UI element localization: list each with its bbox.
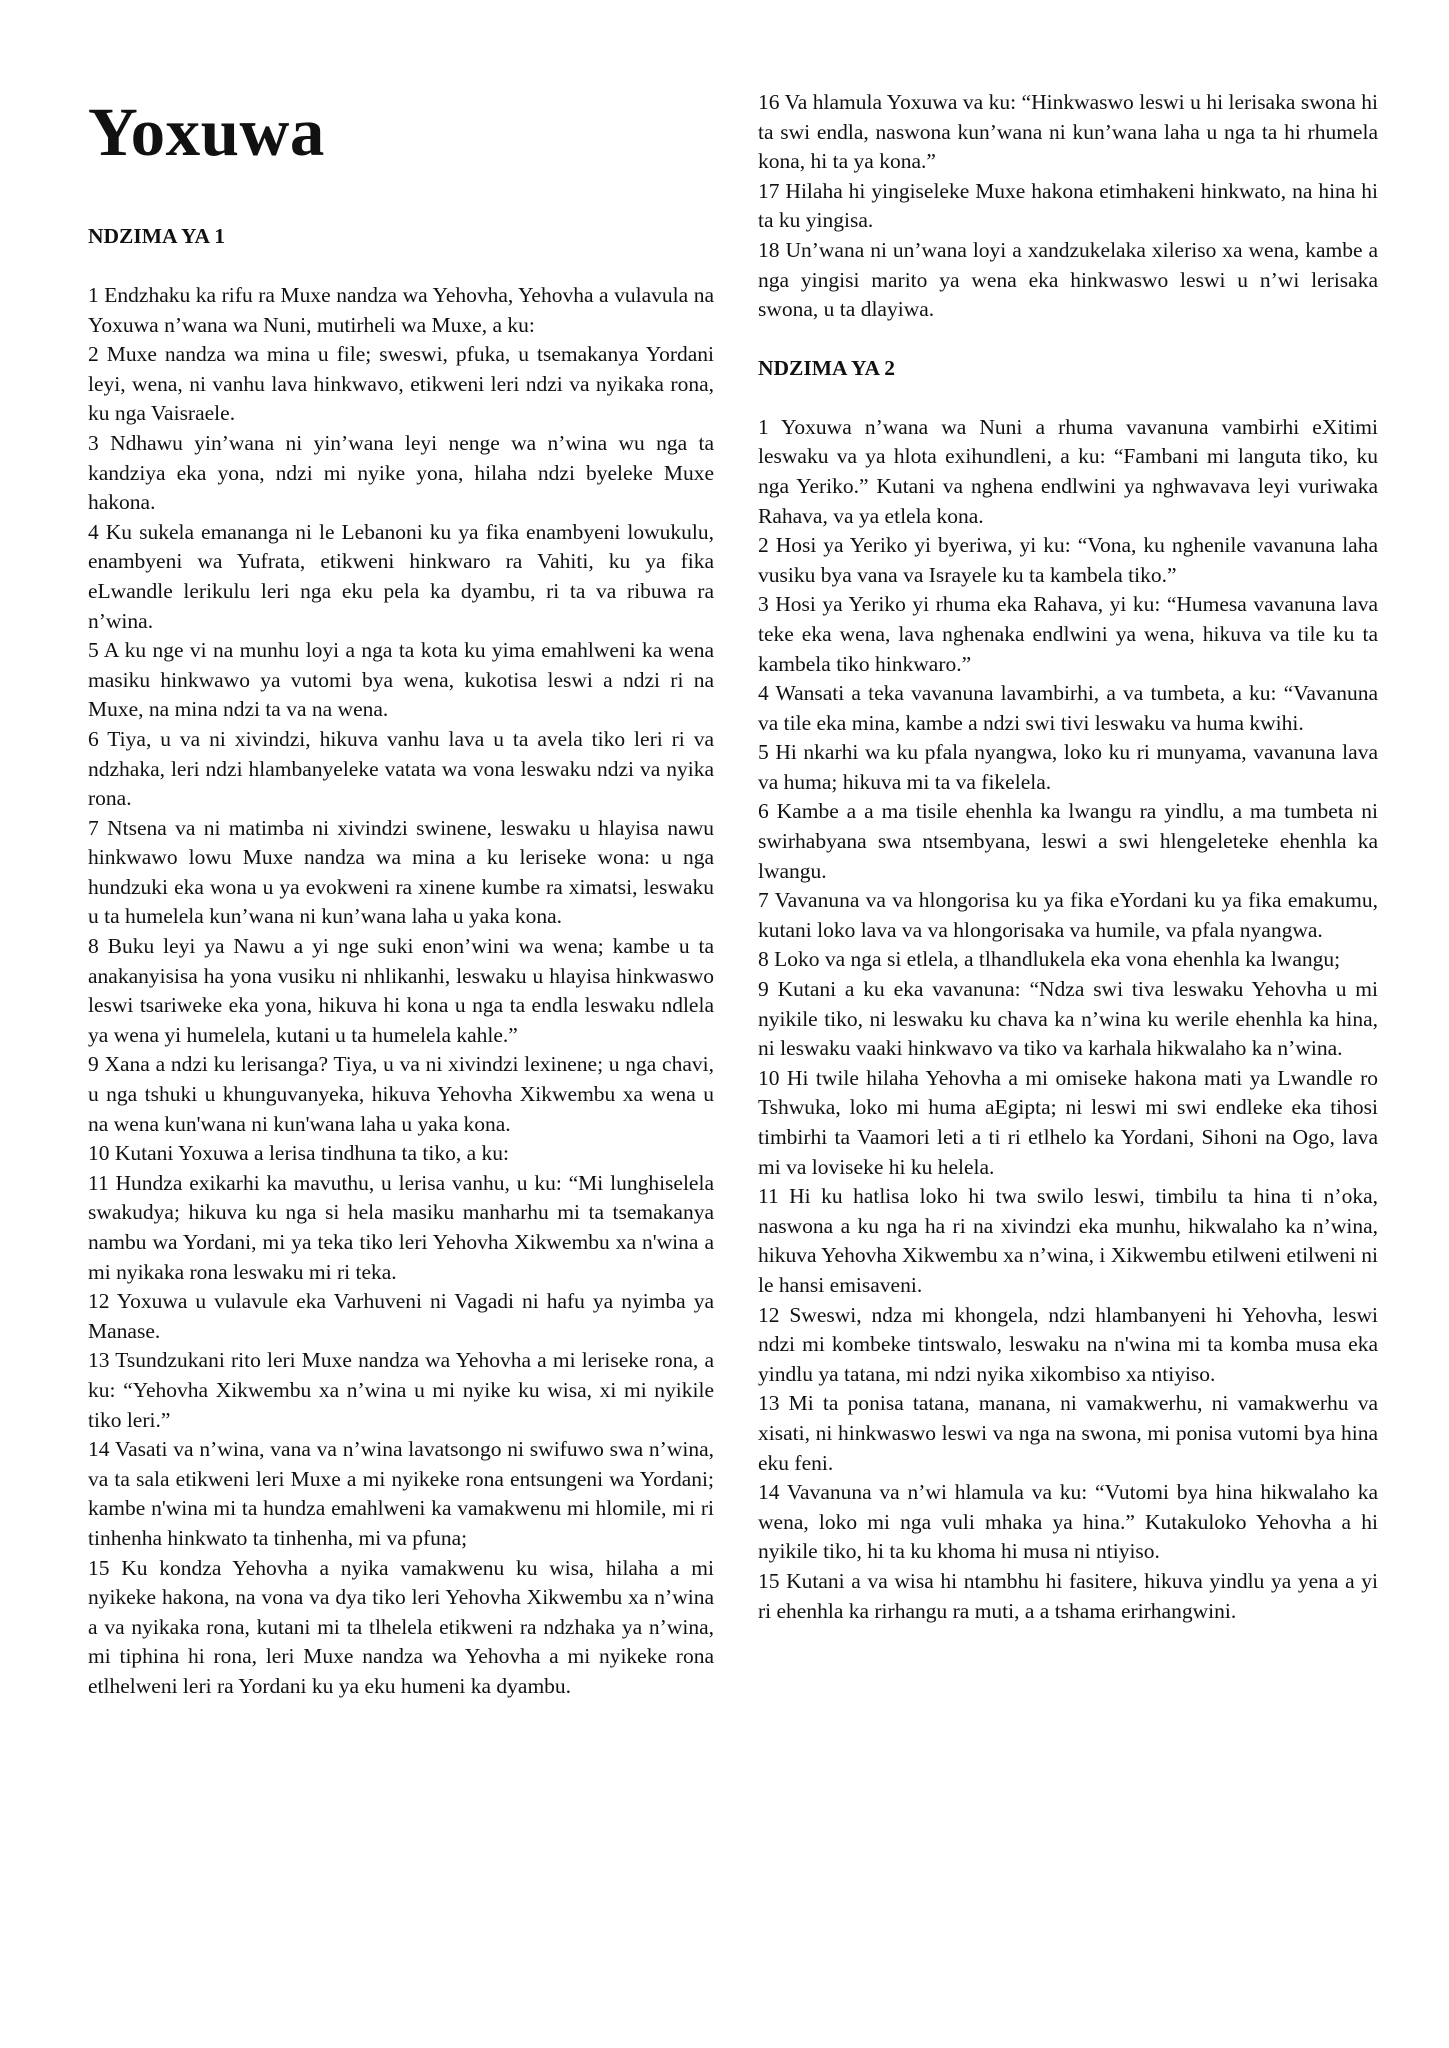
verse: 18 Un’wana ni un’wana loyi a xandzukelaka xileriso xa wena, kambe a nga yingisi marito ya wena eka hinkwaswo leswi u n’wi lerisaka swona, u ta dlayiwa. [758,237,1378,322]
verse: 14 Vasati va n’wina, vana va n’wina lavatsongo ni swifuwo swa n’wina, va ta sala etikweni leri Muxe a mi nyikeke rona entsungeni wa Yordani; kambe n'wina mi ta hundza emahlweni ka vamakwenu mi hlomile, mi ri tinhenha hinkwato ta tinhenha, mi va pfuna; [88,1437,714,1550]
verse: 17 Hilaha hi yingiseleke Muxe hakona etimhakeni hinkwato, na hina hi ta ku yingisa. [758,178,1378,233]
verse: 6 Kambe a a ma tisile ehenhla ka lwangu ra yindlu, a ma tumbeta ni swirhabyana swa ntsembyana, leswi a swi hlengeleteke ehenhla ka lwangu. [758,799,1378,883]
verse: 5 A ku nge vi na munhu loyi a nga ta kota ku yima emahlweni ka wena masiku hinkwawo ya vutomi bya wena, kukotisa leswi a ndzi ri na Muxe, na mina ndzi ta va na wena. [88,638,714,722]
verse: 10 Kutani Yoxuwa a lerisa tindhuna ta tiko, a ku: [88,1141,509,1166]
verse: 11 Hi ku hatlisa loko hi twa swilo leswi, timbilu ta hina ti n’oka, naswona a ku nga ha ri na xivindzi eka munhu, hikwalaho ka n’wina, hikuva Yehovha Xikwembu xa n’wina, i Xikwembu etilweni etilweni ni le hansi emisaveni. [758,1184,1378,1297]
right-column [758,0,1378,1626]
verse: 12 Sweswi, ndza mi khongela, ndzi hlambanyeni hi Yehovha, leswi ndzi mi kombeke tintswalo, leswaku na n'wina mi ta komba musa eka yindlu ya tatana, mi ndzi nyika xikombiso xa ntiyiso. [758,1302,1378,1386]
verse: 7 Ntsena va ni matimba ni xivindzi swinene, leswaku u hlayisa nawu hinkwawo lowu Muxe nandza wa mina a ku leriseke wona: u nga hundzuki eka wona u ya evokweni ra xinene kumbe ra ximatsi, leswaku u ta humelela kun’wana ni kun’wana laha u yaka kona. [88,815,714,929]
verse: 8 Buku leyi ya Nawu a yi nge suki enon’wini wa wena; kambe u ta anakanyisisa ha yona vusiku ni nhlikanhi, leswaku u hlayisa hinkwaswo leswi tsariweke eka yona, hikuva hi kona u nga ta endla leswaku ndlela ya wena yi humelela, kutani u ta humelela kahle.” [88,934,714,1047]
verse: 6 Tiya, u va ni xivindzi, hikuva vanhu lava u ta avela tiko leri ri va ndzhaka, leri ndzi hlambanyeleke vatata wa vona leswaku ndzi va nyika rona. [88,726,714,811]
verse: 3 Hosi ya Yeriko yi rhuma eka Rahava, yi ku: “Humesa vavanuna lava teke eka wena, lava nghenaka endlwini ya wena, hikuva va tile ku ta kambela tiko hinkwaro.” [758,592,1378,676]
verse: 4 Ku sukela emananga ni le Lebanoni ku ya fika enambyeni lowukulu, enambyeni wa Yufrata, etikweni hinkwaro ra Vahiti, ku ya fika eLwandle lerikulu leri nga eku pela ka dyambu, ri ta va ribuwa ra n’wina. [88,519,714,633]
verse: 9 Xana a ndzi ku lerisanga? Tiya, u va ni xivindzi lexinene; u nga chavi, u nga tshuki u khunguvanyeka, hikuva Yehovha Xikwembu xa wena u na wena kun'wana ni kun'wana laha u yaka kona. [88,1052,714,1136]
verse: 14 Vavanuna va n’wi hlamula va ku: “Vutomi bya hina hikwalaho ka wena, loko mi nga vuli mhaka ya hina.” Kutakuloko Yehovha a hi nyikile tiko, hi ta ku khoma hi musa ni ntiyiso. [758,1480,1378,1564]
verse: 15 Ku kondza Yehovha a nyika vamakwenu ku wisa, hilaha a mi nyikeke hakona, na vona va dya tiko leri Yehovha Xikwembu xa n’wina a va nyikaka rona, kutani mi ta tlhelela etikweni ra ndzhaka ya n’wina, mi tiphina hi rona, leri Muxe nandza wa Yehovha a mi nyikeke rona etlhelweni leri ra Yordani ku ya eku humeni ka dyambu. [88,1555,714,1698]
verse: 16 Va hlamula Yoxuwa va ku: “Hinkwaswo leswi u hi lerisaka swona hi ta swi endla, naswona kun’wana ni kun’wana laha u nga ta hi rhumela kona, hi ta ya kona.” [758,90,1378,174]
verse: 11 Hundza exikarhi ka mavuthu, u lerisa vanhu, u ku: “Mi lunghiselela swakudya; hikuva ku nga si hela masiku manharhu mi ta tsemakanya nambu wa Yordani, mi ya teka tiko leri Yehovha Xikwembu xa n'wina a mi nyikaka rona leswaku mi ri teka. [88,1170,714,1284]
verse: 3 Ndhawu yin’wana ni yin’wana leyi nenge wa n’wina wu nga ta kandziya eka yona, ndzi mi nyike yona, hilaha ndzi byeleke Muxe hakona. [88,430,714,515]
chapter-heading: NDZIMA YA 1 [88,224,225,248]
chapter-heading: NDZIMA YA 2 [758,355,895,380]
verse: 8 Loko va nga si etlela, a tlhandlukela eka vona ehenhla ka lwangu; [758,947,1341,972]
verse: 12 Yoxuwa u vulavule eka Varhuveni ni Vagadi ni hafu ya nyimba ya Manase. [88,1289,714,1343]
verse: 9 Kutani a ku eka vavanuna: “Ndza swi tiva leswaku Yehovha u mi nyikile tiko, ni leswaku ku chava ka n’wina ku werile ehenhla ka hina, ni leswaku vaaki hinkwavo va tiko va karhala hikwalaho ka n’wina. [758,977,1378,1061]
verse: 2 Muxe nandza wa mina u file; sweswi, pfuka, u tsemakanya Yordani leyi, wena, ni vanhu lava hinkwavo, etikweni leri ndzi va nyikaka rona, ku nga Vaisraele. [88,342,714,426]
verse: 13 Tsundzukani rito leri Muxe nandza wa Yehovha a mi leriseke rona, a ku: “Yehovha Xikwembu xa n’wina u mi nyike ku wisa, xi mi nyikile tiko leri.” [88,1348,714,1432]
book-title: Yoxuwa [88,94,325,170]
verse: 13 Mi ta ponisa tatana, manana, ni vamakwerhu, ni vamakwerhu va xisati, ni hinkwaswo leswi va nga na swona, mi ponisa vutomi bya hina eku feni. [758,1391,1378,1475]
verse: 1 Yoxuwa n’wana wa Nuni a rhuma vavanuna vambirhi eXitimi leswaku va ya hlota exihundleni, a ku: “Fambani mi languta tiko, ku nga Yeriko.” Kutani va nghena endlwini ya nghwavava leyi vuriwaka Rahava, va ya etlela kona. [758,414,1378,528]
verse: 4 Wansati a teka vavanuna lavambirhi, a va tumbeta, a ku: “Vavanuna va tile eka mina, kambe a ndzi swi tivi leswaku va huma kwihi. [758,681,1378,735]
verse: 7 Vavanuna va va hlongorisa ku ya fika eYordani ku ya fika emakumu, kutani loko lava va va hlongorisaka va humile, va pfala nyangwa. [758,888,1378,942]
verse: 15 Kutani a va wisa hi ntambhu hi fasitere, hikuva yindlu ya yena a yi ri ehenhla ka rirhangu ra muti, a a tshama erirhangwini. [758,1568,1378,1623]
verse: 1 Endzhaku ka rifu ra Muxe nandza wa Yehovha, Yehovha a vulavula na Yoxuwa n’wana wa Nuni, mutirheli wa Muxe, a ku: [88,283,714,337]
verse: 10 Hi twile hilaha Yehovha a mi omiseke hakona mati ya Lwandle ro Tshwuka, loko mi huma aEgipta; ni leswi mi swi endleke eka tihosi timbirhi ta Vaamori leti a ti ri etlhelo ka Yordani, Sihoni na Ogo, lava mi va loviseke hi ku helela. [758,1065,1378,1179]
left-column [88,0,714,1702]
verse: 5 Hi nkarhi wa ku pfala nyangwa, loko ku ri munyama, vavanuna lava va huma; hikuva mi ta va fikelela. [758,740,1378,794]
verse: 2 Hosi ya Yeriko yi byeriwa, yi ku: “Vona, ku nghenile vavanuna laha vusiku bya vana va Israyele ku ta kambela tiko.” [758,533,1378,587]
